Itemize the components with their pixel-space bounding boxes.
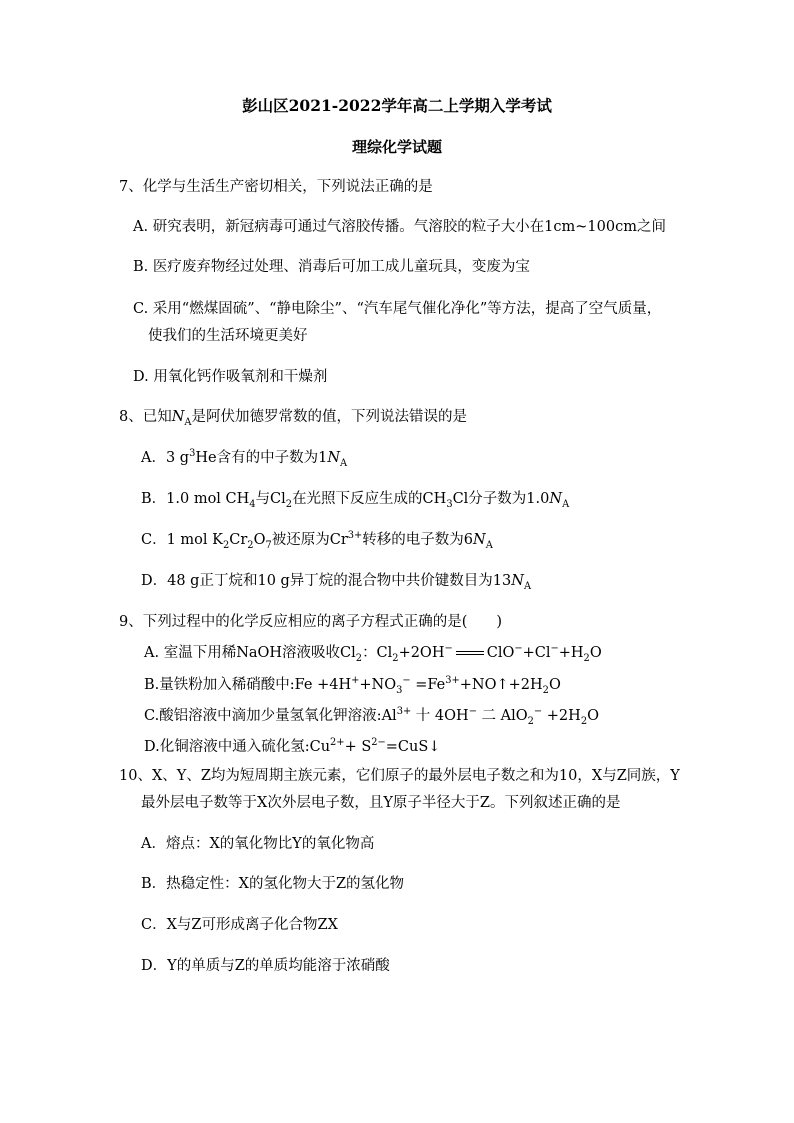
question-8-option-c: C．1 mol $K_2Cr_2O_7$被还原为$Cr^{3+}$转移的电子数为$6N_A$: [141, 530, 493, 551]
question-7-option-b: B. 医疗废弃物经过处理、消毒后可加工成儿童玩具，变废为宝: [133, 259, 530, 275]
question-8-option-a: A．3 $g^3He$含有的中子数为$1N_A$: [141, 448, 348, 469]
question-10-stem-continued: 最外层电子数等于X次外层电子数，且Y原子半径大于Z。下列叙述正确的是: [141, 795, 621, 811]
question-10-option-a: A．熔点：X的氧化物比Y的氧化物高: [141, 836, 375, 852]
avogadro-symbol: N: [171, 409, 185, 425]
question-9-option-c: C.酸铝溶液中滴加少量氢氧化钾溶液$:Al^{3+}$ 十 4OH− 二 $AlO_2^- +2H_2O$: [144, 706, 599, 727]
question-7-option-a: A. 研究表明，新冠病毒可通过气溶胶传播。气溶胶的粒子大小在1cm~100cm之间: [133, 219, 666, 235]
question-7-stem: 7、化学与生活生产密切相关，下列说法正确的是: [119, 179, 433, 195]
page-title: 彭山区2021-2022学年高二上学期入学考试: [242, 96, 552, 115]
question-7-option-c: C. 采用“燃煤固硫”、“静电除尘”、“汽车尾气催化净化”等方法，提高了空气质量，: [133, 301, 662, 317]
question-7-option-d: D. 用氧化钙作吸氧剂和干燥剂: [133, 369, 328, 385]
page-subtitle: 理综化学试题: [351, 138, 442, 156]
question-10-option-b: B．热稳定性：X的氢化物大于Z的氢化物: [141, 876, 405, 892]
question-9-option-d: D.化铜溶液中通入硫化氢$:Cu^{2+}+$ $S^{2-}=CuS↓$: [144, 737, 441, 755]
question-9-option-a: A. 室温下用稀NaOH溶液吸收$Cl_2$：$Cl_2+2OH^-$ $ClO^-+Cl^-+H_2O$: [144, 643, 602, 664]
double-equals-sign: [456, 651, 484, 655]
question-8-option-d: D．48 g正丁烷和10 g异丁烷的混合物中共价键数目为$13N_A$: [141, 573, 532, 592]
question-7-option-c-continued: 使我们的生活环境更美好: [148, 328, 308, 344]
question-8-stem: 8、已知$N_A$是阿伏加德罗常数的值，下列说法错误的是: [119, 409, 468, 428]
question-10-option-d: D．Y的单质与Z的单质均能溶于浓硝酸: [141, 958, 390, 974]
question-9-option-b: B.量铁粉加入稀硝酸中:Fe $+4H^++NO_3^-$ $=Fe^{3+}+NO↑+2H_2O$: [144, 675, 561, 696]
question-8-option-b: B．1.0 mol $CH_4$与$Cl_2$在光照下反应生成的$CH_3Cl$分子数为$1.0N_A$: [141, 491, 570, 510]
question-10-option-c: C．X与Z可形成离子化合物ZX: [141, 917, 338, 933]
question-9-stem: 9、下列过程中的化学反应相应的离子方程式正确的是( ): [119, 614, 503, 630]
question-10-stem: 10、X、Y、Z均为短周期主族元素，它们原子的最外层电子数之和为10，X与Z同族，Y: [119, 768, 680, 784]
